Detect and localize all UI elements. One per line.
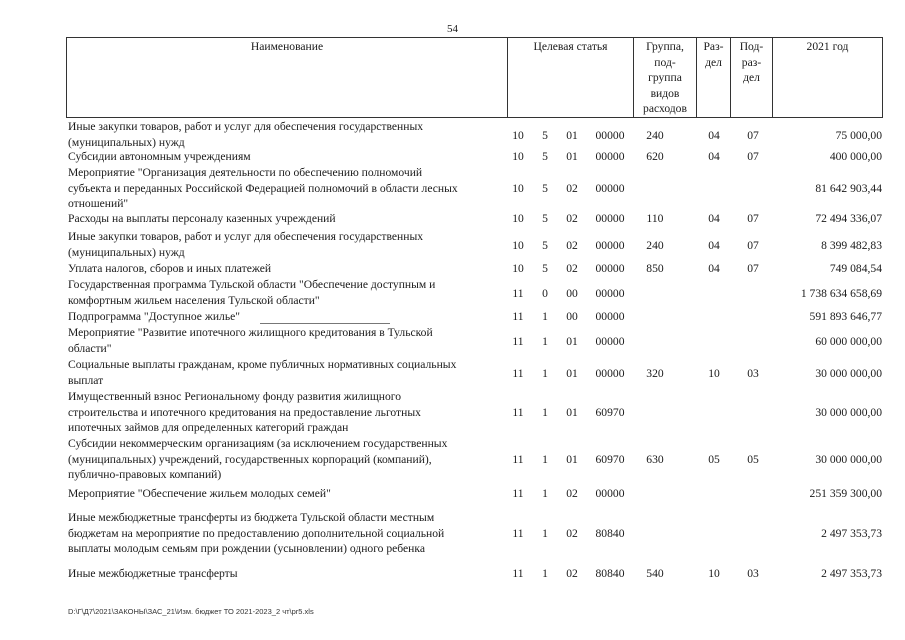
table-cell-cs4: 00000: [595, 238, 625, 252]
table-cell-section: 10: [708, 567, 720, 580]
column-header-group-line: Группа,: [646, 40, 684, 53]
table-cell-cs3: 01: [566, 150, 578, 163]
column-header-name: Наименование: [250, 40, 324, 53]
table-cell-group: 110: [646, 212, 664, 225]
table-row-name: [68, 211, 508, 227]
table-cell-amount: 2 497 353,73: [821, 526, 882, 540]
table-cell-cs1: 11: [512, 366, 524, 380]
table-cell-amount: 1 738 634 658,69: [800, 286, 882, 300]
table-cell-cs1: 11: [512, 286, 524, 300]
table-row-name-line: Иные межбюджетные трансферты из бюджета Тульской области местным: [68, 511, 435, 524]
table-cell-cs4: 60970: [595, 452, 625, 466]
table-cell-cs3: 02: [566, 181, 578, 195]
table-row-name-line: Субсидии автономным учреждениям: [68, 150, 251, 163]
table-row-name-line: Субсидии некоммерческим организациям (за исключением государственных: [68, 437, 448, 450]
header-divider: [882, 37, 883, 118]
table-cell-cs1: 11: [512, 487, 524, 500]
table-cell-cs2: 1: [542, 310, 548, 323]
table-cell-group: 240: [646, 128, 664, 142]
table-cell-cs4: 80840: [595, 526, 625, 540]
table-row-name-line: строительства и ипотечного кредитования на предоставление льготных: [68, 405, 421, 419]
table-row-name-line: отношений": [68, 197, 129, 210]
table-cell-cs2: 5: [542, 238, 548, 252]
table-cell-subsection: 07: [747, 150, 759, 163]
column-header-group-line: группа: [648, 71, 682, 84]
table-row-name-line: выплаты молодым семьям при рождении (усыновлении) одного ребенка: [68, 542, 425, 555]
table-cell-cs3: 00: [566, 310, 578, 323]
table-cell-cs2: 5: [542, 150, 548, 163]
table-cell-cs1: 11: [512, 452, 524, 466]
table-cell-cs3: 02: [566, 212, 578, 225]
table-row-name: [68, 357, 508, 388]
column-header-subsection-line: раз-: [741, 55, 762, 69]
header-bottom-border: [66, 117, 883, 118]
table-cell-cs2: 0: [542, 286, 548, 300]
table-cell-cs1: 10: [512, 212, 524, 225]
table-row-name-line: (муниципальных) учреждений, государственных корпораций (компаний),: [68, 452, 432, 466]
table-cell-cs4: 60970: [595, 405, 625, 419]
table-row-name: [68, 325, 508, 356]
file-path-footer: D:\Г\Д7\2021\ЗАКОНЫ\ЗАС_21\Изм. бюджет ТО 2021-2023_2 чт\рr5.xls: [68, 607, 314, 616]
column-header-year: 2021 год: [806, 40, 849, 53]
table-row-name-line: Государственная программа Тульской области "Обеспечение доступным и: [68, 278, 436, 291]
table-cell-section: 05: [708, 452, 720, 466]
table-cell-cs1: 11: [512, 334, 524, 348]
table-cell-amount: 30 000 000,00: [815, 405, 882, 419]
table-cell-group: 540: [646, 567, 664, 580]
table-row-name-line: области": [68, 341, 112, 355]
table-cell-cs4: 80840: [595, 567, 625, 580]
table-cell-cs1: 10: [512, 150, 524, 163]
table-row-name-line: публично-правовых компаний): [68, 468, 222, 481]
table-cell-cs1: 11: [512, 526, 524, 540]
table-cell-amount: 749 084,54: [829, 262, 882, 275]
table-cell-cs4: 00000: [595, 150, 625, 163]
table-row-name-line: (муниципальных) нужд: [68, 245, 185, 259]
table-row-name-line: Мероприятие "Организация деятельности по обеспечению полномочий: [68, 166, 423, 179]
column-header-subsection-line: Под-: [739, 40, 764, 53]
table-cell-cs3: 01: [566, 452, 578, 466]
table-row-name: [68, 277, 508, 308]
table-cell-subsection: 07: [747, 238, 759, 252]
table-row-name-line: Мероприятие "Развитие ипотечного жилищного кредитования в Тульской: [68, 326, 433, 339]
column-header-group-line: под-: [654, 55, 676, 69]
table-cell-cs1: 11: [512, 567, 524, 580]
table-row-name-line: субъекта и переданных Российской Федерацией полномочий в области лесных: [68, 181, 458, 195]
table-cell-amount: 75 000,00: [835, 128, 882, 142]
table-cell-subsection: 07: [747, 128, 759, 142]
table-cell-cs4: 00000: [595, 487, 625, 500]
table-row-name-line: Подпрограмма "Доступное жилье": [68, 310, 241, 323]
column-header-group-line: видов: [650, 86, 680, 100]
table-cell-subsection: 03: [747, 567, 759, 580]
table-cell-cs3: 01: [566, 334, 578, 348]
table-cell-amount: 81 642 903,44: [815, 181, 882, 195]
table-row-name: [68, 149, 508, 165]
column-header-section-line: Раз-: [703, 40, 724, 53]
table-row-name: [68, 510, 508, 557]
table-cell-amount: 30 000 000,00: [815, 452, 882, 466]
table-cell-section: 04: [708, 212, 720, 225]
table-cell-amount: 8 399 482,83: [821, 238, 882, 252]
column-header-target: Целевая статья: [533, 40, 608, 53]
table-cell-cs2: 5: [542, 181, 548, 195]
table-cell-section: 10: [708, 366, 720, 380]
table-row-name-line: Социальные выплаты гражданам, кроме публичных нормативных социальных: [68, 358, 457, 371]
table-cell-group: 240: [646, 238, 664, 252]
table-row-name: [68, 436, 508, 483]
table-row-name-line: Расходы на выплаты персоналу казенных учреждений: [68, 212, 336, 225]
table-row-name: [68, 165, 508, 212]
table-cell-cs3: 01: [566, 366, 578, 380]
table-cell-section: 04: [708, 128, 720, 142]
table-cell-cs3: 01: [566, 405, 578, 419]
table-cell-amount: 251 359 300,00: [809, 487, 882, 500]
table-cell-cs1: 10: [512, 262, 524, 275]
table-cell-cs4: 00000: [595, 128, 625, 142]
table-cell-cs4: 00000: [595, 334, 625, 348]
table-cell-group: 630: [646, 452, 664, 466]
column-header-subsection-line: дел: [743, 71, 760, 84]
column-header-group: [634, 39, 696, 117]
table-cell-group: 320: [646, 366, 664, 380]
table-cell-cs2: 5: [542, 212, 548, 225]
table-row-name: [68, 119, 508, 150]
table-cell-cs4: 00000: [595, 310, 625, 323]
table-cell-cs3: 02: [566, 567, 578, 580]
column-header-section-line: дел: [705, 55, 722, 69]
table-row-name-line: бюджетам на мероприятие по предоставлению дополнительной социальной: [68, 526, 445, 540]
table-cell-cs3: 00: [566, 286, 578, 300]
table-cell-cs3: 02: [566, 238, 578, 252]
table-row-name-line: Иные закупки товаров, работ и услуг для обеспечения государственных: [68, 230, 424, 243]
table-cell-amount: 400 000,00: [829, 150, 882, 163]
table-cell-amount: 2 497 353,73: [821, 567, 882, 580]
table-row-name-line: Имущественный взнос Региональному фонду развития жилищного: [68, 390, 402, 403]
table-cell-cs4: 00000: [595, 262, 625, 275]
table-cell-cs1: 10: [512, 181, 524, 195]
column-header-group-line: расходов: [643, 102, 687, 115]
table-row-name: [68, 389, 508, 436]
table-row-name-line: Мероприятие "Обеспечение жильем молодых семей": [68, 487, 331, 500]
table-cell-cs2: 5: [542, 128, 548, 142]
table-cell-cs2: 5: [542, 262, 548, 275]
table-cell-subsection: 03: [747, 366, 759, 380]
table-cell-amount: 591 893 646,77: [809, 310, 882, 323]
page-number: 54: [447, 23, 458, 35]
table-cell-cs3: 01: [566, 128, 578, 142]
table-cell-cs2: 1: [542, 526, 548, 540]
table-cell-amount: 60 000 000,00: [815, 334, 882, 348]
table-row-name-line: (муниципальных) нужд: [68, 135, 185, 149]
table-cell-cs2: 1: [542, 405, 548, 419]
table-cell-subsection: 07: [747, 262, 759, 275]
table-row-name: [68, 229, 508, 260]
table-cell-cs2: 1: [542, 334, 548, 348]
table-cell-group: 620: [646, 150, 664, 163]
table-cell-amount: 30 000 000,00: [815, 366, 882, 380]
table-cell-section: 04: [708, 262, 720, 275]
table-cell-cs2: 1: [542, 452, 548, 466]
table-cell-cs4: 00000: [595, 181, 625, 195]
table-cell-group: 850: [646, 262, 664, 275]
table-cell-amount: 72 494 336,07: [815, 212, 882, 225]
table-cell-cs4: 00000: [595, 366, 625, 380]
column-header-subsection: [731, 39, 772, 86]
column-header-section: [697, 39, 730, 70]
table-row-name: [68, 486, 508, 502]
header-top-border: [66, 37, 883, 38]
table-cell-cs2: 1: [542, 487, 548, 500]
table-row-name-line: Иные межбюджетные трансферты: [68, 567, 238, 580]
table-row-name: [68, 566, 508, 582]
table-cell-cs1: 11: [512, 405, 524, 419]
table-cell-cs2: 1: [542, 567, 548, 580]
table-cell-subsection: 07: [747, 212, 759, 225]
table-cell-cs2: 1: [542, 366, 548, 380]
table-row-name-line: Уплата налогов, сборов и иных платежей: [68, 262, 272, 275]
table-cell-cs3: 02: [566, 262, 578, 275]
table-cell-section: 04: [708, 150, 720, 163]
table-cell-cs4: 00000: [595, 212, 625, 225]
subprogram-underline: [260, 323, 390, 324]
table-cell-cs3: 02: [566, 526, 578, 540]
table-cell-subsection: 05: [747, 452, 759, 466]
table-cell-cs1: 10: [512, 238, 524, 252]
table-cell-cs4: 00000: [595, 286, 625, 300]
table-cell-section: 04: [708, 238, 720, 252]
table-cell-cs3: 02: [566, 487, 578, 500]
table-cell-cs1: 10: [512, 128, 524, 142]
table-row-name-line: комфортным жильем населения Тульской области": [68, 293, 320, 307]
table-cell-cs1: 11: [512, 310, 524, 323]
table-row-name-line: выплат: [68, 373, 104, 387]
table-row-name-line: ипотечных займов для определенных категорий граждан: [68, 421, 349, 434]
table-row-name: [68, 261, 508, 277]
table-row-name-line: Иные закупки товаров, работ и услуг для обеспечения государственных: [68, 120, 424, 133]
